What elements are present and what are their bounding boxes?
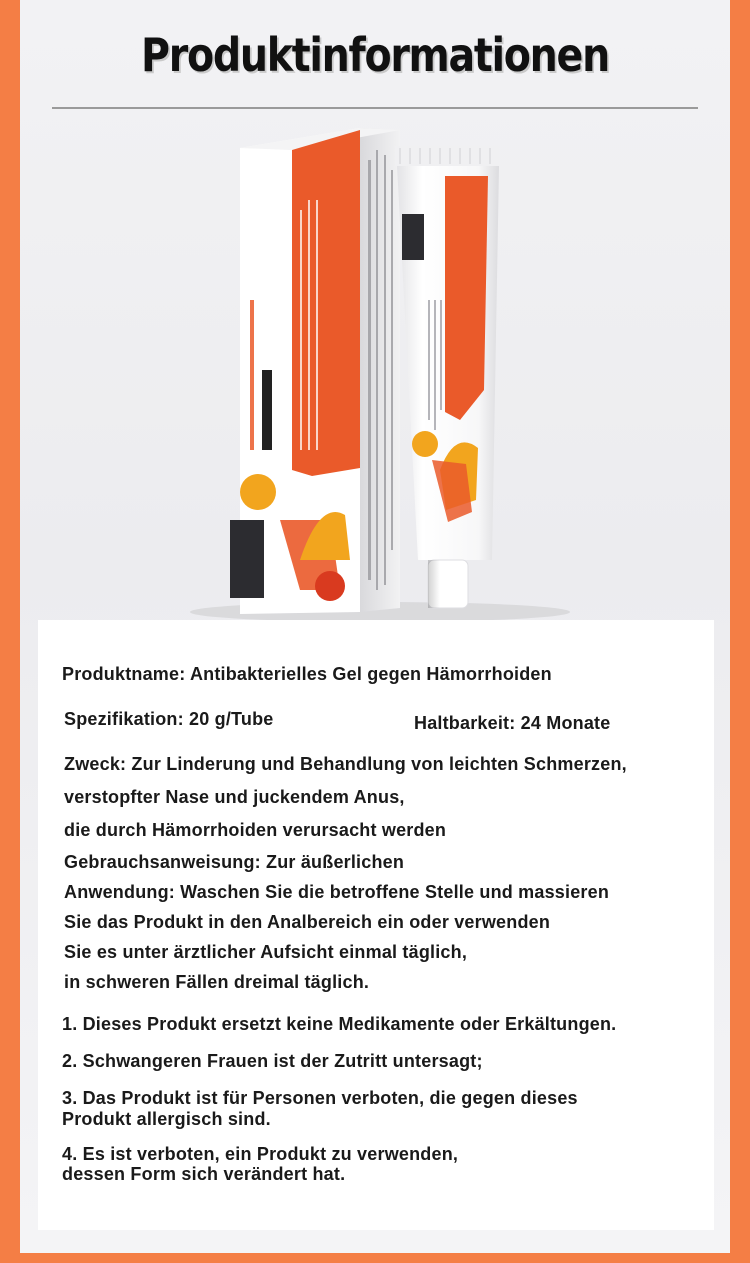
page-title: Produktinformationen [141,28,609,82]
product-box [230,128,400,614]
note-3: 3. Das Produkt ist für Personen verboten, die gegen dieses [62,1088,578,1108]
product-image [0,0,750,625]
usage-line: Sie das Produkt in den Analbereich ein oder verwenden [64,912,551,932]
note-4: 4. Es ist verboten, ein Produkt zu verwenden, [62,1144,459,1164]
shelf-life: Haltbarkeit: 24 Monate [414,713,611,733]
purpose-line: die durch Hämorrhoiden verursacht werden [64,820,447,840]
product-name: Produktname: Antibakterielles Gel gegen Hämorrhoiden [62,664,552,684]
purpose-line: Zweck: Zur Linderung und Behandlung von leichten Schmerzen, [64,754,627,774]
usage-line: Anwendung: Waschen Sie die betroffene Stelle und massieren [64,882,610,902]
note-1: 1. Dieses Produkt ersetzt keine Medikamente oder Erkältungen. [62,1014,617,1034]
product-tube [395,146,499,608]
usage-line: Sie es unter ärztlicher Aufsicht einmal täglich, [64,942,468,962]
usage-line: in schweren Fällen dreimal täglich. [64,972,370,992]
specification: Spezifikation: 20 g/Tube [64,709,274,729]
note-4-cont: dessen Form sich verändert hat. [62,1164,346,1184]
brand-seal-icon [230,520,264,598]
usage-line: Gebrauchsanweisung: Zur äußerlichen [64,852,405,872]
note-2: 2. Schwangeren Frauen ist der Zutritt untersagt; [62,1051,483,1071]
purpose-line: verstopfter Nase und juckendem Anus, [64,787,405,807]
note-3-cont: Produkt allergisch sind. [62,1109,271,1129]
